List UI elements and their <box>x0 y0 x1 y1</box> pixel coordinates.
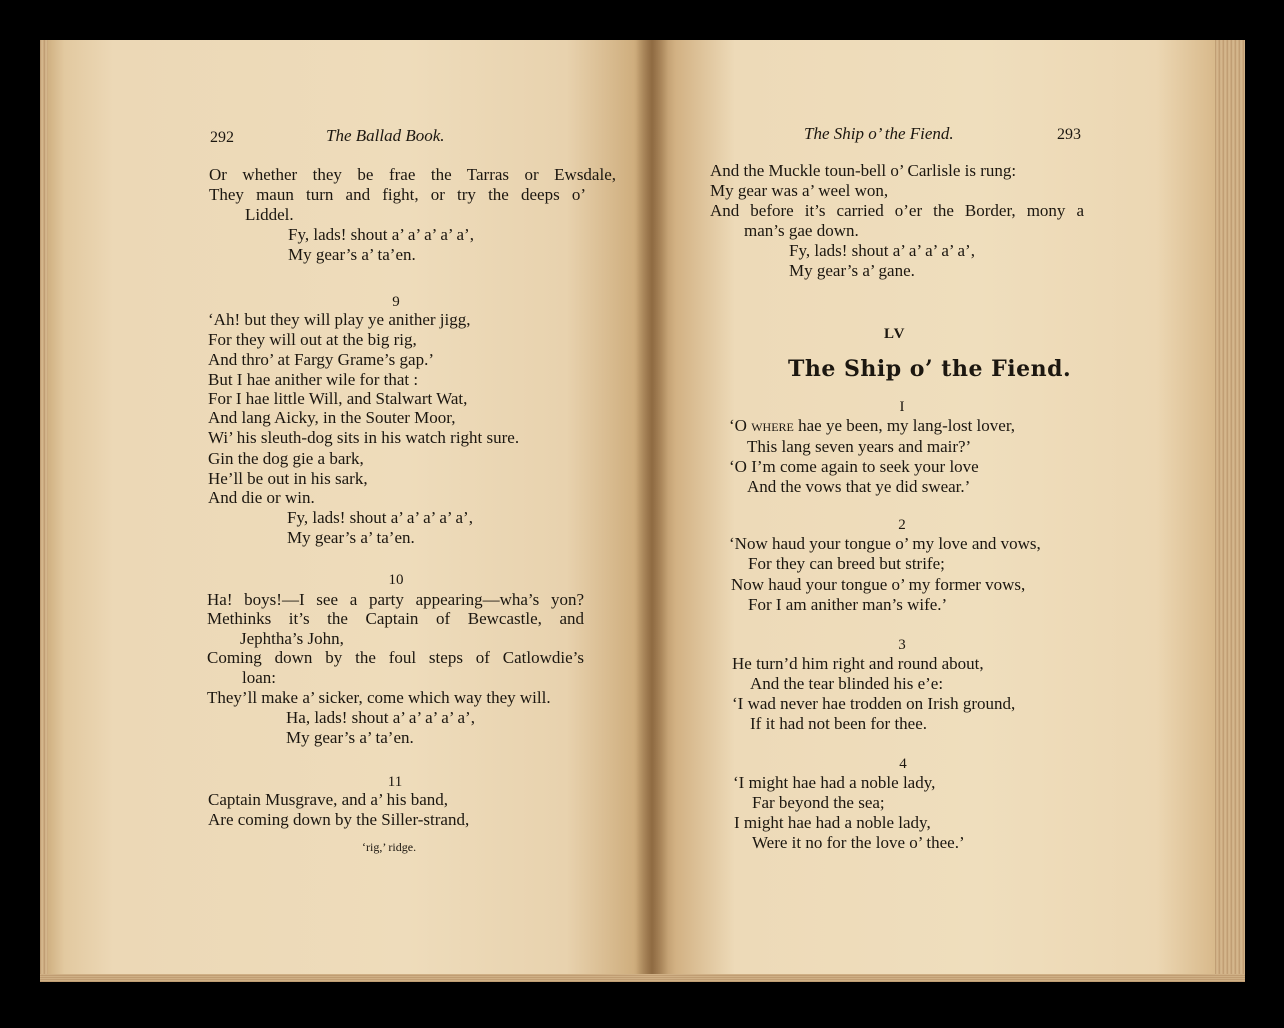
text-line: And the vows that ye did swear.’ <box>747 477 971 496</box>
text-line: And lang Aicky, in the Souter Moor, <box>208 408 456 427</box>
opening-smallcaps: O where <box>734 416 794 435</box>
refrain-line: Fy, lads! shout a’ a’ a’ a’ a’, <box>789 241 975 260</box>
text-line: They’ll make a’ sicker, come which way they will. <box>207 688 551 707</box>
footnote: ‘rig,’ ridge. <box>362 840 417 854</box>
refrain-line: My gear’s a’ ta’en. <box>287 528 415 547</box>
stanza-number: 10 <box>388 572 404 588</box>
text-line: Wi’ his sleuth-dog sits in his watch right sure. <box>208 428 520 447</box>
page-edge-left <box>40 40 48 982</box>
text-line: Coming down by the foul steps of Catlowdie’s <box>207 648 584 667</box>
stanza-number: 2 <box>898 517 906 533</box>
text-line: He turn’d him right and round about, <box>732 654 984 673</box>
text-line: My gear was a’ weel won, <box>710 181 889 200</box>
left-page <box>40 40 652 982</box>
open-book <box>40 40 1245 982</box>
section-number: LV <box>884 326 906 342</box>
text-line: For they will out at the big rig, <box>208 330 417 349</box>
text-line: Methinks it’s the Captain of Bewcastle, and <box>207 609 584 628</box>
stanza-number: 9 <box>392 294 400 310</box>
text-line: ‘I wad never hae trodden on Irish ground, <box>732 694 1016 713</box>
text-line: They maun turn and fight, or try the deeps o’ <box>209 185 586 204</box>
text-line: Were it no for the love o’ thee.’ <box>752 833 965 852</box>
text-line: ‘O I’m come again to seek your love <box>729 457 979 476</box>
text-line: Far beyond the sea; <box>752 793 885 812</box>
right-page <box>652 40 1245 982</box>
text-line: ‘I might hae had a noble lady, <box>733 773 936 792</box>
text-line: loan: <box>242 668 276 687</box>
text-line: man’s gae down. <box>744 221 859 240</box>
page-number-left: 292 <box>210 129 234 146</box>
stanza-number: I <box>899 399 905 415</box>
text-line: ‘Ah! but they will play ye anither jigg, <box>208 310 471 329</box>
text-line: ‘Now haud your tongue o’ my love and vows, <box>729 534 1041 553</box>
refrain-line: My gear’s a’ ta’en. <box>288 245 416 264</box>
refrain-line: Ha, lads! shout a’ a’ a’ a’ a’, <box>286 708 475 727</box>
text-line: Gin the dog gie a bark, <box>208 449 364 468</box>
text-line: Or whether they be frae the Tarras or Ewsdale, <box>209 165 616 184</box>
text-line: Ha! boys!—I see a party appearing—wha’s yon? <box>207 590 584 609</box>
book-gutter <box>636 40 668 982</box>
refrain-line: My gear’s a’ ta’en. <box>286 728 414 747</box>
page-edge-right <box>1215 40 1245 982</box>
text-line: Now haud your tongue o’ my former vows, <box>731 575 1026 594</box>
text-line: I might hae had a noble lady, <box>734 813 931 832</box>
page-number-right: 293 <box>1057 126 1081 143</box>
ballad-title: The Ship o’ the Fiend. <box>788 356 1072 382</box>
text-line: Liddel. <box>245 205 294 224</box>
text-fragment: hae ye been, my lang-lost lover, <box>798 416 1016 435</box>
running-head-left: The Ballad Book. <box>326 126 445 145</box>
text-line: Captain Musgrave, and a’ his band, <box>208 790 448 809</box>
refrain-line: Fy, lads! shout a’ a’ a’ a’ a’, <box>288 225 474 244</box>
text-line: For I am anither man’s wife.’ <box>748 595 948 614</box>
text-line: And before it’s carried o’er the Border, mony a <box>710 201 1084 220</box>
stanza-number: 11 <box>387 774 403 790</box>
text-line: Jephtha’s John, <box>240 629 344 648</box>
text-line: And thro’ at Fargy Grame’s gap.’ <box>208 350 434 369</box>
text-line: And die or win. <box>208 488 315 507</box>
text-line: And the tear blinded his e’e: <box>750 674 944 693</box>
text-line: And the Muckle toun-bell o’ Carlisle is rung: <box>710 161 1017 180</box>
text-line: ‘O where hae ye been, my lang-lost lover, <box>729 416 1016 435</box>
text-line: This lang seven years and mair?’ <box>747 437 972 456</box>
page-edges-bottom <box>40 974 1245 982</box>
text-line: But I hae anither wile for that : <box>208 370 419 389</box>
running-head-right: The Ship o’ the Fiend. <box>804 124 954 143</box>
text-line: For I hae little Will, and Stalwart Wat, <box>208 389 468 408</box>
text-line: He’ll be out in his sark, <box>208 469 368 488</box>
refrain-line: My gear’s a’ gane. <box>789 261 915 280</box>
text-line: Are coming down by the Siller-strand, <box>208 810 470 829</box>
refrain-line: Fy, lads! shout a’ a’ a’ a’ a’, <box>287 508 473 527</box>
text-line: If it had not been for thee. <box>750 714 928 733</box>
stanza-number: 3 <box>898 637 906 653</box>
text-line: For they can breed but strife; <box>748 554 945 573</box>
stanza-number: 4 <box>899 756 907 772</box>
